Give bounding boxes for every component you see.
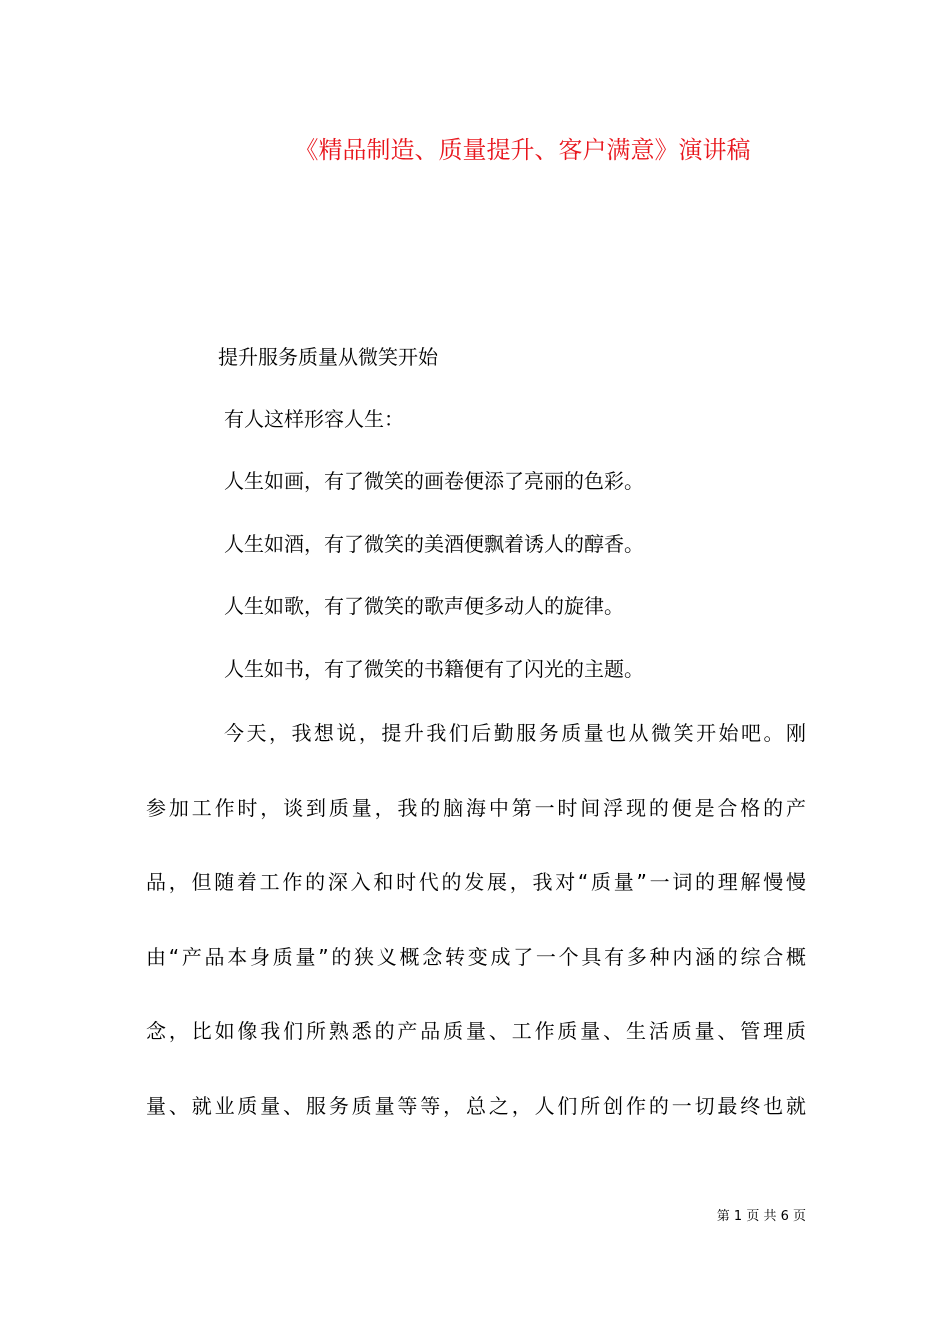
body-line: 品，但随着工作的深入和时代的发展，我对“质量”一词的理解慢慢: [146, 870, 806, 895]
body-line: 今天，我想说，提升我们后勤服务质量也从微笑开始吧。刚: [224, 721, 806, 745]
body-line: 念，比如像我们所熟悉的产品质量、工作质量、生活质量、管理质: [146, 1019, 806, 1044]
section-subheading: 提升服务质量从微笑开始: [218, 345, 438, 369]
page-number-footer: 第 1 页 共 6 页: [716, 1209, 806, 1224]
body-line: 量、就业质量、服务质量等等，总之，人们所创作的一切最终也就: [146, 1093, 806, 1118]
list-item: 人生如歌，有了微笑的歌声便多动人的旋律。: [224, 594, 624, 618]
list-item: 人生如画，有了微笑的画卷便添了亮丽的色彩。: [224, 469, 644, 493]
intro-paragraph: 有人这样形容人生：: [224, 407, 404, 431]
document-title: 《精品制造、质量提升、客户满意》演讲稿: [294, 136, 751, 164]
body-line: 参加工作时，谈到质量，我的脑海中第一时间浮现的便是合格的产: [146, 795, 806, 820]
list-item: 人生如书，有了微笑的书籍便有了闪光的主题。: [224, 657, 644, 681]
body-paragraph: [146, 717, 806, 1165]
body-line: 由“产品本身质量”的狭义概念转变成了一个具有多种内涵的综合概: [146, 944, 806, 969]
list-item: 人生如酒，有了微笑的美酒便飘着诱人的醇香。: [224, 532, 644, 556]
